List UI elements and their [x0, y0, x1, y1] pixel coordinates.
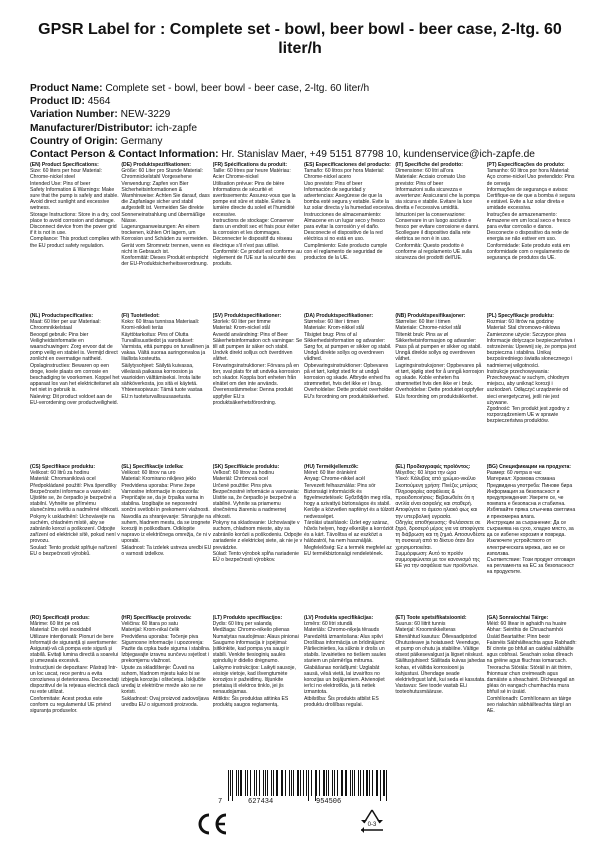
spec-text: Størrelse: 60 liter i timen Materiale: Chrome-nickel stål Tiltenkt bruk: Pins av øl Sikkerhetsinformasjon og advarsler: Pass på at pumpen er sikker og stabil. Unngå direkte sollys og overdreven våthet. Lagringsinstruksjoner: Oppbevares på et tørt, kjølig sted for å unngå korrosjon og skade. Koble enheten fra strømnettet hvis den ikke er i bruk. Overholdelse: Dette produktet oppfyller EUs forordning om produktsikkerhet. [395, 319, 484, 400]
barcode-bar [273, 770, 274, 796]
product-meta [30, 82, 590, 161]
spec-block [487, 615, 578, 764]
barcode-bar [259, 770, 260, 796]
barcode-bar [271, 770, 272, 796]
barcode-bar [291, 770, 292, 796]
meta-row [30, 122, 590, 135]
barcode-bar [232, 770, 233, 801]
barcode-bar [334, 770, 335, 796]
spec-heading: (LV) Produkta specifikācijas: [303, 615, 374, 621]
spec-heading: (GA) Sonraíochtaí Táirge: [486, 615, 549, 621]
spec-block [395, 313, 486, 462]
spec-block [213, 464, 304, 613]
barcode-bar [316, 770, 317, 796]
spec-heading: (SL) Specifikacije izdelka: [121, 464, 184, 470]
barcode-bar [230, 770, 231, 796]
meta-key: Product Name: [30, 83, 103, 94]
spec-heading: (LT) Produkto specifikacijos: [212, 615, 283, 621]
spec-heading: (FI) Tuotetiedot: [121, 313, 160, 319]
meta-row [30, 95, 590, 108]
barcode-bar [311, 770, 312, 796]
meta-row [30, 148, 590, 161]
spec-text: Dydis: 60 litrų per valandą Medžiaga: Chromo-nikelio plienas Numatytas naudojimas: Alaus pinionai Saugumo informacija ir įspėjimai: Įsitikinkite, kad pompa yra saugi ir stabili. Venkite tiesioginių saulės spindulių ir didelio drėgnumo. Laikymo instrukcijos: Laikyti sausoje, vėsioje vietoje, kad išvengtumėte korozijos ir pažeidimų. Išjunkite prietaisą iš elektros tinklo, jei jis nenaudojamas. Atitiktis: Šis produktas atitinka ES produktų saugos reglamentą. [212, 621, 299, 708]
spec-text: Tamanho: 60 litros por hora Material: Aço crome-nickel Uso pretendido: Pins de cerveja Informações de segurança e avisos: Certifique-se de que a bomba é segura e estável. Evite a luz solar direta e umidade excessiva. Instruções de armazenamento: Armazene em um local seco e fresco para evitar corrosão e danos. Desconecte o dispositivo da rede de energia se não estiver em uso. Conformidade: Este produto está em conformidade com o regulamento de segurança de produtos da UE. [486, 168, 575, 262]
barcode-bar [265, 770, 266, 796]
barcode-bar [323, 770, 325, 796]
recycle-icon [357, 808, 387, 838]
barcode-bar [282, 770, 283, 796]
barcode-left-digit: 7 [218, 798, 223, 806]
spec-text: Veličina: 60 litara po satu Materijal: Krom-nikal čelik Predviđena uporaba: Točenje piva Sigurnosne informacije i upozorenja: Pazite da crpka bude sigurna i stabilna. Izbjegavajte izravnu sunčevu svjetlost i prekomjernu vlažnost. Upute za skladištenje: Čuvati na suhom, hladnom mjestu kako bi se izbjegla korozija i oštećenja. Isključite uređaj iz električne mreže ako se ne koristi. Sukladnost: Ovaj proizvod zadovoljava uredbu EU o sigurnosti proizvoda. [121, 621, 211, 708]
spec-block [213, 313, 304, 462]
spec-block [121, 615, 212, 764]
spec-text: Suurus: 60 liitrit tunnis Materjal: Kroomnikkelteras Ettenähtud kasutus: Õllevaadipistod Ohutusteave ja hoiatused: Veenduge, et pump on ohutu ja stabiilne. Vältige otsest päikesevalgust ja liigset niiskust. Säilitusjuhised: Säilitada kuivas jahedas kohas, et vältida korrosiooni ja kahjustusi. Ühendage seade elektrivõrgust lahti, kui seda ei kasutata. Vastavus: See toode vastab ELi tooteohutusmääruse. [395, 621, 486, 696]
spec-heading: (PT) Especificações do produto: [486, 162, 565, 168]
spec-block [121, 313, 212, 462]
spec-block [30, 313, 121, 462]
spec-heading: (EN) Product Specifications: [30, 162, 99, 168]
barcode-bar [342, 770, 343, 796]
spec-text: Izmērs: 60 litri stundā Materiāls: Chromo-niķeļa tērauds Paredzētā izmantošana: Alus spilvi Drošības informācija un brīdinājumi: Pārliecinieties, ka sūknis ir drošs un stabils. Izvairieties no tiešiem saules stariem un pārmērīga mitruma. Glabāšanas norādījumi: Uzglabāt sausā, vēsā vietā, lai izvairītos no korozijas un bojājumiem. Atvienojiet ierīci no elektrotīkla, ja tā netiek izmantota. Atbilstība: Šis produkts atbilst ES produktu drošības regulai. [303, 621, 387, 708]
barcode-bar [363, 770, 364, 796]
spec-row [30, 615, 578, 764]
barcode-bar [306, 770, 307, 796]
spec-text: Размер: 60 литра в час Материал: Хромова стомана Предвидена употреба: Пинове бира Информация за безопасност и предупреждения: Уверете се, че помпата е безопасна и стабилна. Избягвайте пряка слънчева светлина и прекомерна влага. Инструкции за съхранение: Да се съхранява на сухо, хладно място, за да се избегне корозия и повреда. Изключете устройството от електрическата мрежа, ако не се използва. Съответствие: Този продукт отговаря на регламента на ЕС за безопасност на продуктите. [486, 470, 576, 576]
barcode-bar [372, 770, 373, 796]
ce-mark-icon [195, 812, 229, 836]
spec-block [304, 615, 395, 764]
barcode-bar [345, 770, 347, 796]
barcode-bars [228, 770, 388, 796]
barcode-bar [300, 770, 301, 796]
barcode-bar [297, 770, 299, 796]
barcode-bar [352, 770, 353, 796]
spec-heading: (CS) Specifikace produktu: [30, 464, 96, 470]
spec-text: Maat: 60 liter per uur Materiaal: Chroomnikkelstaal Beoogd gebruik: Pins bier Veiligheidsinformatie en waarschuwingen: Zorg ervoor dat de pomp veilig en stabiel is. Vermijd direct zonlicht en overmatige nattheid. Opslaginstructies: Bewaren op een droge, koele plaats om corrosie en beschadiging te voorkomen. Koppel het apparaat los van het elektriciteitsnet als het niet in gebruik is. Naleving: Dit product voldoet aan de EU-verordening over productveiligheid. [30, 319, 120, 406]
barcode-bar [281, 770, 282, 796]
spec-block [395, 464, 486, 613]
spec-block [121, 464, 212, 613]
page-title: GPSR Label for : Complete set - bowl, beer bowl - beer case, 2-ltg. 60 liter/h [38, 21, 562, 57]
barcode-bar [360, 770, 361, 796]
barcode-bar [376, 770, 377, 796]
barcode-bar [256, 770, 258, 796]
meta-key: Product ID: [30, 96, 85, 108]
barcode-bar [250, 770, 251, 796]
barcode-bar [293, 770, 294, 796]
spec-block [30, 162, 121, 311]
meta-value: Complete set - bowl, beer bowl - beer case, 2-ltg. 60 liter/h [105, 83, 370, 94]
spec-block [395, 615, 486, 764]
spec-heading: (DE) Produktspezifikationen: [121, 162, 191, 168]
spec-text: Größe: 60 Liter pro Stunde Material: Chromnickelstahl Vorgesehene Verwendung: Zapfen von Bier Sicherheitsinformationen & Warnhinweise: Achten Sie darauf, dass die Zapfanlage sicher und stabil aufgestellt ist. Vermeiden Sie direkte Sonneneinstrahlung und übermäßige Nässe. Lagerungsanweisungen: An einem trockenen, kühlen Ort lagern, um Korrosion und Schäden zu vermeiden. Gerät vom Stromnetz trennen, wenn es nicht in Gebrauch ist. Konformität: Dieses Produkt entspricht der EU-Produktsicherheitsverordnung. [121, 168, 211, 268]
barcode-bar [332, 770, 333, 796]
spec-block [487, 464, 578, 613]
spec-heading: (BG) Спецификации на продукта: [486, 464, 571, 470]
barcode-bar [263, 770, 264, 796]
barcode-bar [245, 770, 246, 796]
barcode-bar [383, 770, 384, 796]
spec-row [30, 313, 578, 462]
barcode-bar [238, 770, 239, 796]
barcode-group-1: 627434 [248, 798, 274, 806]
barcode-bar [377, 770, 378, 796]
spec-text: Size: 60 liters per hour Material: Chrome-nickel steel Intended Use: Pins of beer Safety Information & Warnings: Make sure that the pump is safely and stable. Avoid direct sunlight and excessive wetness. Storage Instructions: Store in a dry, cool place to avoid corrosion and damage. Disconnect device from the power grid if it is not in use. Compliance: This product complies with the EU product safety regulation. [30, 168, 121, 249]
spec-text: Velikost: 60 litrů za hodinu Materiál: Chromaniklová ocel Předpokládané použití: Piva špendlíky Bezpečnostní informace a varování: Ujistěte se, že čerpadlo je bezpečné a stabilní. Vyhněte se přímému slunečnímu světlu a nadměrné vlhkosti. Pokyny k uskladnění: Uchovávejte na suchém, chladném místě, aby se zabránilo korozi a poškození. Odpojte zařízení od elektrické sítě, pokud není v provozu. Soulad: Tento produkt splňuje nařízení EU o bezpečnosti výrobků. [30, 470, 120, 557]
barcode-bar [254, 770, 255, 796]
meta-key: Country of Origin: [30, 135, 118, 147]
spec-grid [30, 162, 578, 766]
barcode-bar [354, 770, 355, 796]
barcode-bar [326, 770, 327, 796]
barcode-bar [289, 770, 290, 796]
meta-value: NEW-3229 [120, 109, 171, 121]
meta-value: Hr. Stanislav Maer, +49 5151 87798 10, kundenservice@ich-zapfe.de [221, 149, 535, 161]
spec-block [30, 615, 121, 764]
meta-key: Contact Person & Contact Information: [30, 149, 219, 161]
spec-heading: (ET) Toote spetsifikatsioonid: [395, 615, 467, 621]
spec-heading: (IT) Specifiche del prodotto: [395, 162, 463, 168]
barcode-bar [247, 770, 248, 796]
spec-heading: (PL) Specyfikacje produktu: [486, 313, 555, 319]
barcode-bar [319, 770, 320, 796]
barcode-bar [285, 770, 286, 796]
recycle-code: 0-3 [367, 822, 377, 828]
spec-text: Méret: 60 liter óránként Anyag: Chrome-nikkel acél Tervezett felhasználás: Pins sör Biztonsági információk és figyelmeztetések: Győződjön meg róla, hogy a szivattyú biztonságos és stabil. Kerülje a közvetlen napfényt és a túlzott nedvességet. Tárolási utasítások: Üzlet egy száraz, hűvös helyen, hogy elkerülje a korróziót és a kárt. Távolítsa el az eszközt a hálózatról, ha nem használják. Megfelelőség: Ez a termék megfelel az EU termékbiztonsági rendeletének. [303, 470, 395, 557]
spec-text: Velikost: 60 litrov na uro Material: Kromirano nikljevo jeklo Predvidena uporaba: Pivne žepe Varnostne informacije in opozorila: Prepričajte se, da je črpalka varna in stabilna. Izogibajte se neposredni sončni svetlobi in prekomerni vlažnosti. Navodila za shranjevanje: Shranjujte na suhem, hladnem mestu, da se izognete koroziji in poškodbam. Odklopite napravo iz električnega omrežja, če ni v uporabi. Skladnost: Ta izdelek ustreza uredbi EU o varnosti izdelkov. [121, 470, 212, 557]
spec-block [487, 313, 578, 462]
spec-text: Méid: 60 lítear in aghaidh na huaire Abhar: Seinthis de Chruachamhói Úsáid Beartaithe: Pinn beoir Faisnéis Sábháilteachta agus Rabhadh: Bí cinnte go bhfuil an caidéal sábháilte agus cobhsaí. Seachain solas díreach na gréine agus fliuchras iomarcach. Treoracha Stórála: Stóráil in áit thirim, fhionnuar chun creimeadh agus damáiste a sheachaint. Dícheangail an gléas ón eangach chumhachta mura bhfuil sé in úsáid. Comhlíonadh: Comhlíonann an táirge seo rialachán sábháilteachta táirgí an AE. [486, 621, 577, 715]
spec-text: Størrelse: 60 liter i timen Materiale: Krom-nikkel stål Tilsigtet brug: Pins of al Sikkerhedsinformation og advarsler: Sørg for, at pumpen er sikker og stabil. Undgå direkte sollys og overdreven vådhed. Opbevaringsinstruktioner: Opbevares på et tørt, køligt sted for at undgå korrosion og skade. Afbryde enhed fra strømnettet, hvis det ikke er i brug. Overholdelse: Dette produkt overholder EU's forordning om produktsikkerhed. [303, 319, 393, 400]
spec-text: Taille: 60 litres par heure Matériau: Acier Chrome-nickel Utilisation prévue: Pins de bière Informations de sécurité et avertissements: Assurez-vous que la pompe est sûre et stable. Évitez la lumière directe du soleil et l'humidité excessive. Instructions de stockage: Conserver dans un endroit sec et frais pour éviter la corrosion et les dommages. Déconnecter le dispositif du réseau électrique s'il n'est pas utilisé. Conformité: Ce produit est conforme au règlement de l'UE sur la sécurité des produits. [212, 168, 302, 268]
spec-text: Μέγεθος: 60 λίτρα την ώρα Υλικό: Κάλυβας από χρώμιο-νικέλιο Σκοπούμενη χρήση: Πινέζες μπύρας Πληροφορίες ασφάλειας & προειδοποιήσεις: Βεβαιωθείτε ότι η αντλία είναι ασφαλής και σταθερή. Αποφύγετε το άμεσο ηλιακό φως και την υπερβολική υγρασία. Οδηγίες αποθήκευσης: Φυλάσσετε σε ξηρό, δροσερό μέρος για να αποφύγετε τη διάβρωση και τη ζημιά. Αποσυνδέστε τη συσκευή από το δίκτυο όταν δεν χρησιμοποιείται. Συμμόρφωση: Αυτό το προϊόν συμμορφώνεται με τον κανονισμό της ΕΕ για την ασφάλεια των προϊόντων. [395, 470, 486, 570]
spec-text: Koko: 60 litraa tunnissa Materiaali: Kromi-nikkeli teräs Käyttötarkoitus: Pins of Olutta Turvallisuustiedot ja varoitukset: Varmista, että pumppu on turvallinen ja vakaa. Vältä suoraa auringonvaloa ja liiallista kosteutta. Säilytysohjeet: Säilytä kuivassa, viileässä paikassa korroosion ja vaurioiden välttämiseksi. Irrota laite sähköverkosta, jos sitä ei käytetä. Yhteensopivuus: Tämä tuote vastaa EU:n tuoteturvallisuusasetusta. [121, 319, 210, 400]
barcode-bar [303, 770, 304, 796]
spec-block [304, 162, 395, 311]
spec-heading: (EL) Προδιαγραφές προϊόντος: [395, 464, 471, 470]
spec-block [121, 162, 212, 311]
meta-row [30, 82, 590, 95]
barcode-bar [341, 770, 342, 796]
spec-block [213, 162, 304, 311]
barcode-bar [369, 770, 370, 796]
spec-heading: (HU) Termékjellemzők: [303, 464, 359, 470]
spec-block [304, 464, 395, 613]
spec-heading: (DA) Produktspecifikationer: [303, 313, 374, 319]
spec-text: Dimensione: 60 litri all'ora Materiale: Acciaio cromato Uso previsto: Pins of beer Informazioni sulla sicurezza e avvertenze: Assicurarsi che la pompa sia sicura e stabile. Evitare la luce diretta e l'eccessiva umidità. Istruzioni per la conservazione: Conservare in un luogo asciutto e fresco per evitare corrosione e danni. Scollegare il dispositivo dalla rete elettrica se non è in uso. Conformità: Questo prodotto è conforme al regolamento UE sulla sicurezza dei prodotti dell'UE. [395, 168, 480, 262]
spec-row [30, 464, 578, 613]
barcode-bar [267, 770, 268, 796]
meta-row [30, 108, 590, 121]
barcode-bar [228, 770, 229, 801]
meta-key: Manufacturer/Distributor: [30, 122, 153, 134]
spec-heading: (SV) Produktspecifikationer: [212, 313, 282, 319]
barcode-bar [308, 770, 309, 801]
spec-block [213, 615, 304, 764]
barcode-bar [350, 770, 351, 796]
barcode-bar [315, 770, 316, 801]
spec-text: Storlek: 60 liter per timme Material: Krom-nickel stål Avsedd användning: Pins of Beer Säkerhetsinformation och varningar: Se till att pumpen är säker och stabil. Undvik direkt solljus och överdriven våthet. Förvaringsinstruktioner: Förvara på en torr, sval plats för att undvika korrosion och skador. Koppla bort enheten från elnätet om den inte används. Överensstämmelse: Denna produkt uppfyller EU:s produktsäkerhetsförordning. [212, 319, 303, 406]
spec-row [30, 162, 578, 311]
spec-heading: (SK) Špecifikácie produktu: [212, 464, 280, 470]
spec-text: Rozmiar: 60 litrów na godzinę Materiał: Stal chromowo-niklowa Zamierzone użycie: Szczypce piwa Informacje dotyczące bezpieczeństwa i ostrzeżenia: Upewnij się, że pompa jest bezpieczna i stabilna. Unikaj bezpośredniego światła słonecznego i nadmiernej wilgotności. Instrukcje przechowywania: Przechowywać w suchym, chłodnym miejscu, aby uniknąć korozji i uszkodzeń. Odłączyć urządzenie od sieci energetycznej, jeśli nie jest używane. Zgodność: Ten produkt jest zgodny z rozporządzeniem UE w sprawie bezpieczeństwa produktów. [486, 319, 577, 425]
spec-block [304, 313, 395, 462]
spec-block [30, 464, 121, 613]
barcode-bar [236, 770, 237, 796]
spec-heading: (NL) Productspecificaties: [30, 313, 94, 319]
spec-block [487, 162, 578, 311]
spec-text: Tamaño: 60 litros por hora Material: Chrome-nickel acero Uso previsto: Pins of beer Información de seguridad y advertencias: Asegúrese de que la bomba esté segura y estable. Evite la luz solar directa y la humedad excesiva. Instrucciones de almacenamiento: Almacene en un lugar seco y fresco para evitar la corrosión y el daño. Desconecte el dispositivo de la red eléctrica si no está en uso. Cumplimiento: Este producto cumple con el reglamento de seguridad de productos de la UE. [303, 168, 395, 262]
barcode-bar [276, 770, 278, 796]
meta-key: Variation Number: [30, 109, 118, 121]
barcode-bar [240, 770, 242, 796]
spec-text: Veľkosť: 60 litrov za hodinu Materiál: Chrómová ocel Určené použitie: Pins piva Bezpečnostné informácie a varovania: Uistite sa, že čerpadlo je bezpečné a stabilné. Vyhnite sa priamemu slnečnému žiareniu a nadmernej vlhkosti. Pokyny na skladovanie: Uchovávajte v suchom, chladnom mieste, aby sa zabránilo korózii a poškodeniu. Odpojte zariadenie z elektrickej siete, ak nie je v prevádzke. Súlad: Tento výrobok spĺňa nariadenie EÚ o bezpečnosti výrobkov. [212, 470, 303, 564]
spec-heading: (RO) Specificații produs: [30, 615, 90, 621]
barcode-group-2: 954506 [316, 798, 342, 806]
barcode-bar [386, 770, 387, 801]
barcode-bar [366, 770, 368, 796]
spec-heading: (ES) Especificaciones del producto: [303, 162, 391, 168]
meta-row [30, 135, 590, 148]
spec-block [395, 162, 486, 311]
barcode-bar [328, 770, 329, 796]
spec-heading: (FR) Spécifications du produit: [212, 162, 288, 168]
spec-text: Mărime: 60 litri pe oră Material: Din oțel inoxidabil Utilizare intenționată: Pionuri de bere Informații de siguranță și avertismente: Asigurați-vă că pompa este sigură și stabilă. Evitați lumina directă a soarelui și umezeala excesivă. Instrucțiuni de depozitare: Păstrați într-un loc uscat, rece pentru a evita coroziunea și deteriorarea. Deconectați dispozitivul de la rețeaua electrică dacă nu este utilizat. Conformitate: Acest produs este conform cu regulamentul UE privind siguranța produselor. [30, 621, 119, 715]
barcode-bar [337, 770, 338, 796]
meta-value: 4564 [87, 96, 111, 108]
barcode [218, 770, 388, 810]
spec-heading: (NB) Produktspesifikasjoner: [395, 313, 466, 319]
meta-value: Germany [120, 135, 163, 147]
spec-heading: (HR) Specifikacije proizvoda: [121, 615, 192, 621]
barcode-bar [380, 770, 381, 801]
meta-value: ich-zapfe [155, 122, 198, 134]
barcode-bar [358, 770, 359, 796]
